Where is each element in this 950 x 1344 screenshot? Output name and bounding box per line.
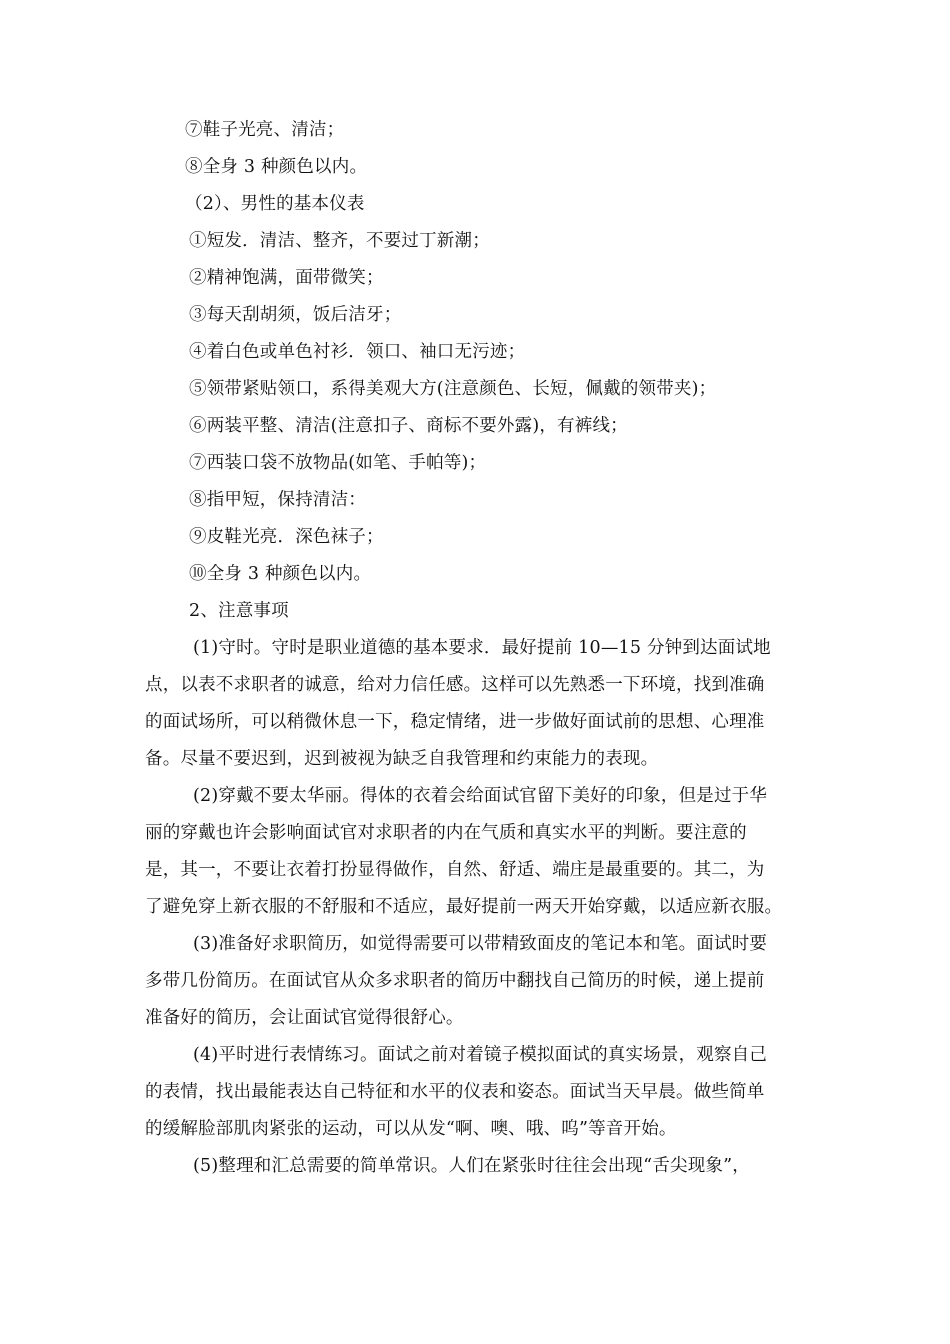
paragraph-line: 丽的穿戴也许会影响面试官对求职者的内在气质和真实水平的判断。要注意的: [145, 823, 747, 843]
paragraph-resume: [145, 926, 813, 1037]
list-item: ⑤领带紧贴领口，系得美观大方(注意颜色、长短，佩戴的领带夹)；: [189, 379, 717, 399]
paragraph-line: (1)守时。守时是职业道德的基本要求．最好提前 10—15 分钟到达面试地: [193, 638, 771, 658]
list-item: ③每天刮胡须，饭后洁牙；: [189, 305, 402, 325]
paragraph-punctuality: [145, 630, 813, 778]
list-item: ⑧全身 3 种颜色以内。: [185, 157, 368, 177]
paragraph-line: 的缓解脸部肌肉紧张的运动，可以从发“啊、噢、哦、呜”等音开始。: [145, 1119, 677, 1139]
list-item: ⑩全身 3 种颜色以内。: [189, 564, 372, 584]
list-item: ⑦西装口袋不放物品(如笔、手帕等)；: [189, 453, 487, 473]
paragraph-line: (2)穿戴不要太华丽。得体的衣着会给面试官留下美好的印象，但是过于华: [193, 786, 768, 806]
paragraph-line: 多带几份简历。在面试官从众多求职者的简历中翻找自己简历的时候，递上提前: [145, 971, 765, 991]
paragraph-line: 的表情，找出最能表达自己特征和水平的仪表和姿态。面试当天早晨。做些简单: [145, 1082, 765, 1102]
document-body: [145, 112, 813, 1185]
section-heading-male: （2）、男性的基本仪表: [185, 194, 365, 214]
list-item: ②精神饱满，面带微笑；: [189, 268, 384, 288]
paragraph-line: 准备好的简历，会让面试官觉得很舒心。: [145, 1008, 464, 1028]
paragraph-line: 了避免穿上新衣服的不舒服和不适应，最好提前一两天开始穿戴，以适应新衣服。: [145, 897, 783, 917]
list-item: ①短发．清洁、整齐，不要过丁新潮；: [189, 231, 490, 251]
paragraph-line: (5)整理和汇总需要的简单常识。人们在紧张时往往会出现“舌尖现象”，: [193, 1156, 750, 1176]
paragraph-line: (4)平时进行表情练习。面试之前对着镜子模拟面试的真实场景，观察自己: [193, 1045, 768, 1065]
paragraph-line: 点，以表不求职者的诚意，给对力信任感。这样可以先熟悉一下环境，找到准确: [145, 675, 765, 695]
paragraph-expression-practice: [145, 1037, 813, 1148]
list-item: ⑧指甲短，保持清洁：: [189, 490, 366, 510]
paragraph-line: 备。尽量不要迟到，迟到被视为缺乏自我管理和约束能力的表现。: [145, 749, 659, 769]
list-item: ⑦鞋子光亮、清洁；: [185, 120, 345, 140]
list-item: ⑨皮鞋光亮．深色袜子；: [189, 527, 384, 547]
paragraph-line: 是，其一，不要让衣着打扮显得做作，自然、舒适、端庄是最重要的。其二，为: [145, 860, 765, 880]
list-item: ⑥两装平整、清洁(注意扣子、商标不要外露)，有裤线；: [189, 416, 628, 436]
list-item: ④着白色或单色衬衫．领口、袖口无污迹；: [189, 342, 526, 362]
paragraph-attire: [145, 778, 813, 926]
section-heading-notes: 2、注意事项: [189, 601, 289, 621]
paragraph-line: (3)准备好求职简历，如觉得需要可以带精致面皮的笔记本和笔。面试时要: [193, 934, 768, 954]
paragraph-common-knowledge: [145, 1148, 813, 1185]
paragraph-line: 的面试场所，可以稍微休息一下，稳定情绪，进一步做好面试前的思想、心理准: [145, 712, 765, 732]
